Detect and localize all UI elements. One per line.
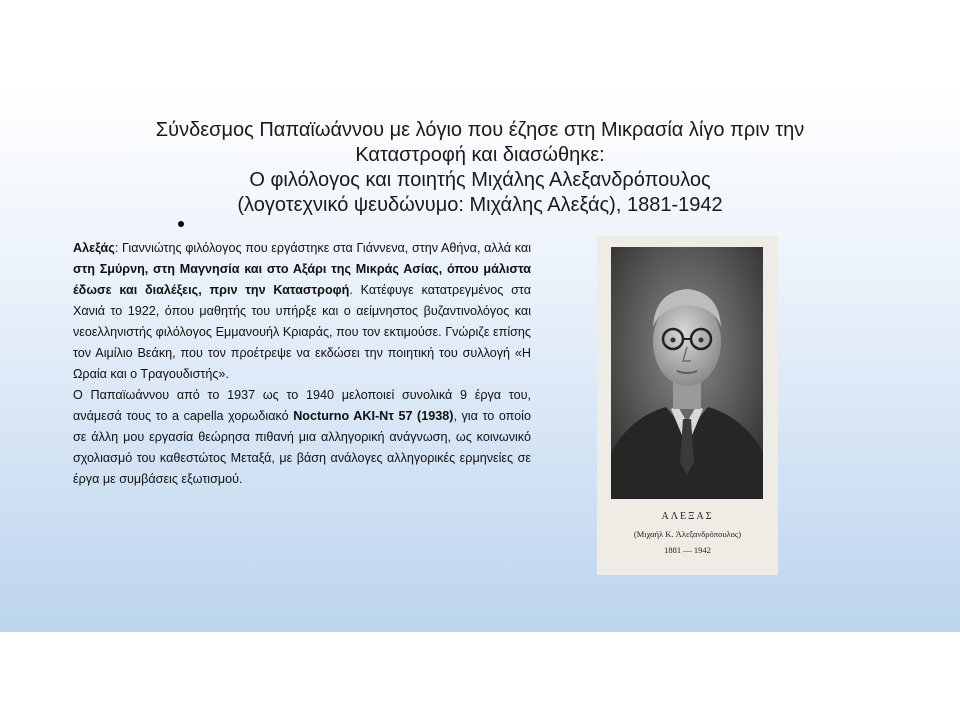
paragraph-1-text-b: . Κατέφυγε κατατρεγμένος στα Χανιά το 1922, όπου μαθητής του υπήρξε και ο αείμνηστος βυζαντινολόγος και νεοελληνιστής φιλόλογος Εμμανουήλ Κριαράς, που τον εκτιμούσε. Γνώριζε επίσης τον Αιμίλιο Βεάκη, που τον προέτρεψε να εκδώσει την ποιητική του συλλογή «Η Ωραία και ο Τραγουδιστής».: [73, 283, 531, 381]
slide-title: [90, 118, 870, 218]
body-text: [73, 238, 531, 490]
paragraph-1: [73, 238, 531, 385]
portrait-photo: [611, 247, 763, 499]
title-line-2: Καταστροφή και διασώθηκε:: [355, 144, 605, 166]
title-line-4: (λογοτεχνικό ψευδώνυμο: Μιχάλης Αλεξάς), 1881-1942: [237, 194, 723, 216]
title-line-3: Ο φιλόλογος και ποιητής Μιχάλης Αλεξανδρόπουλος: [249, 169, 711, 191]
portrait-illustration: [611, 247, 763, 499]
bullet-dot: [178, 221, 184, 227]
paragraph-2-text-b: , για το οποίο σε άλλη μου εργασία θεώρησα πιθανή μια αλληγορική ανάγνωση, ως κοινωνικό σχολιασμό του καθεστώτος Μεταξά, με βάση ανάλογες αλληγορικές ερμηνείες σε έργα με συμβάσεις εξωτισμού.: [73, 409, 531, 486]
paragraph-2: [73, 385, 531, 490]
work-title-nocturno: Nocturno AKI-Nτ 57 (1938): [293, 409, 454, 423]
caption-fullname: (Μιχαήλ Κ. Ἀλεξανδρόπουλος): [633, 529, 742, 539]
name-alexas: Αλεξάς: [73, 241, 115, 255]
caption-name: ΑΛΕΞΑΣ: [661, 511, 714, 522]
paragraph-1-emphasis: στη Σμύρνη, στη Μαγνησία και στο Αξάρι της Μικράς Ασίας, όπου μάλιστα έδωσε και διαλέξεις, πριν την Καταστροφή: [73, 262, 531, 297]
title-line-1: Σύνδεσμος Παπαϊωάννου με λόγιο που έζησε στη Μικρασία λίγο πριν την: [155, 119, 805, 141]
portrait-card: [597, 236, 778, 575]
caption-years: 1881 — 1942: [664, 545, 711, 555]
paragraph-1-text-a: : Γιαννιώτης φιλόλογος που εργάστηκε στα Γιάννενα, στην Αθήνα, αλλά και: [114, 241, 531, 255]
paragraph-2-text-a: Ο Παπαϊωάννου από το 1937 ως το 1940 μελοποιεί συνολικά 9 έργα του, ανάμεσά τους το a capella χορωδιακό: [73, 388, 531, 423]
